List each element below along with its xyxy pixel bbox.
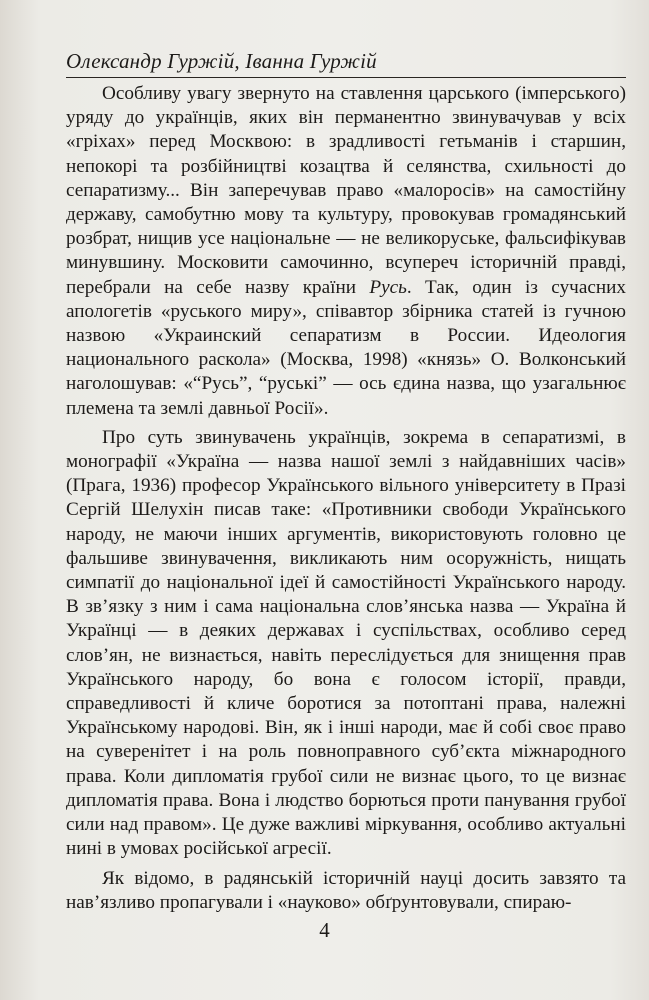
body-text [66,82,626,920]
paragraph-2: Про суть звинувачень українців, зокрема в сепаратизмі, в монографії «Україна — назва нашої землі з найдавніших часів» (Прага, 1936) професор Українського вільного університету в Празі Сергій Шелухін писав таке: «Противники свободи Українського народу, не маючи інших аргументів, використовують головно це фальшиве звинувачення, викликають ним осоружність, нищать симпатії до національної ідеї й самостійності Українського народу. В зв’язку з ним і сама національна слов’янська назва — Україна й Українці — в деяких державах і суспільствах, особливо серед слов’ян, не визнається, навіть переслідується для знищення прав Українського народу, бо вона є голосом історії, правди, справедливості й кличе боротися за потоптані права, належні Українському народові. Він, як і інші народи, має й собі своє право на суверенітет і на роль повноправного суб’єкта міжнародного права. Коли дипломатія грубої сили не визнає цього, то це визнає дипломатія права. Вона і людство борються проти панування грубої сили над правом». Це дуже важливі міркування, особливо актуальні нині в умовах російської агресії. [66,426,626,860]
paragraph-3: Як відомо, в радянській історичній науці досить завзято та нав’язливо пропагували і «науково» обґрунтовували, спираю- [66,867,626,913]
paragraph-1-text-continued: . Так, один із сучасних апологетів «руського миру», співавтор збірника статей із гучною назвою «Украинский сепаратизм в России. Идеология национального раскола» (Москва, 1998) «князь» О. Волконський наголошував: «“Русь”, “руські” — ось єдина назва, що узагальнює племена та землі давньої Росії». [66,276,626,419]
paragraph-1 [66,82,626,421]
paragraph-1-text: Особливу увагу звернуто на ставлення царського (імперського) уряду до українців, яких він перманентно звинувачував у всіх «гріхах» перед Москвою: в зрадливості гетьманів і старшин, непокорі та розбійництві козацтва й селянства, схильності до сепаратизму... Він заперечував право «малоросів» на самостійну державу, самобутню мову та культуру, провокував громадянський розбрат, нищив усе національне — не великоруське, фальсифікував минувшину. Московити самочинно, всупереч історичній правді, перебрали на себе назву країни [66,83,626,298]
paragraph-1-italic-term: Русь [369,276,407,298]
header-rule [66,77,626,78]
page-number: 4 [319,918,330,942]
running-header: Олександр Гуржій, Іванна Гуржій [66,49,377,73]
